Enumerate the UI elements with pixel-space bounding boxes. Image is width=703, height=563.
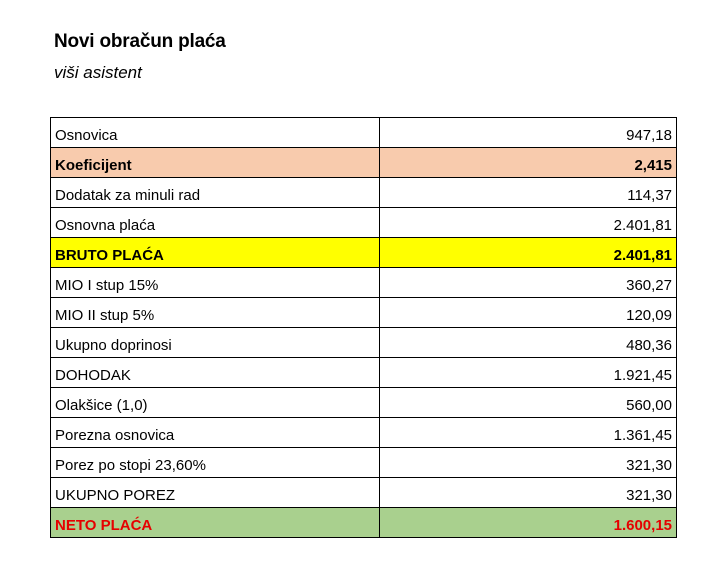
row-label[interactable]: Dodatak za minuli rad	[51, 178, 380, 208]
row-value[interactable]: 1.921,45	[380, 358, 677, 388]
row-value[interactable]: 2.401,81	[380, 238, 677, 268]
row-value[interactable]: 480,36	[380, 328, 677, 358]
row-value[interactable]: 360,27	[380, 268, 677, 298]
row-label[interactable]: DOHODAK	[51, 358, 380, 388]
row-label[interactable]: Ukupno doprinosi	[51, 328, 380, 358]
row-value[interactable]: 321,30	[380, 448, 677, 478]
row-value[interactable]: 1.361,45	[380, 418, 677, 448]
row-bruto-placa	[51, 238, 677, 268]
page-subtitle: viši asistent	[54, 63, 142, 82]
row-label[interactable]: BRUTO PLAĆA	[51, 238, 380, 268]
row-mio-ii-stup	[51, 298, 677, 328]
row-label[interactable]: Olakšice (1,0)	[51, 388, 380, 418]
row-osnovica	[51, 118, 677, 148]
row-label[interactable]: NETO PLAĆA	[51, 508, 380, 538]
row-ukupno-porez	[51, 478, 677, 508]
row-value[interactable]: 2.401,81	[380, 208, 677, 238]
row-label[interactable]: UKUPNO POREZ	[51, 478, 380, 508]
row-porez-po-stopi	[51, 448, 677, 478]
row-label[interactable]: MIO II stup 5%	[51, 298, 380, 328]
row-label[interactable]: Osnovica	[51, 118, 380, 148]
row-label[interactable]: MIO I stup 15%	[51, 268, 380, 298]
row-label[interactable]: Porezna osnovica	[51, 418, 380, 448]
row-value[interactable]: 321,30	[380, 478, 677, 508]
row-value[interactable]: 947,18	[380, 118, 677, 148]
row-dohodak	[51, 358, 677, 388]
row-ukupno-doprinosi	[51, 328, 677, 358]
row-porezna-osnovica	[51, 418, 677, 448]
row-koeficijent	[51, 148, 677, 178]
row-osnovna-placa	[51, 208, 677, 238]
row-olaksice	[51, 388, 677, 418]
row-value[interactable]: 114,37	[380, 178, 677, 208]
row-value[interactable]: 120,09	[380, 298, 677, 328]
row-value[interactable]: 1.600,15	[380, 508, 677, 538]
row-label[interactable]: Porez po stopi 23,60%	[51, 448, 380, 478]
row-mio-i-stup	[51, 268, 677, 298]
row-value[interactable]: 2,415	[380, 148, 677, 178]
row-label[interactable]: Koeficijent	[51, 148, 380, 178]
row-value[interactable]: 560,00	[380, 388, 677, 418]
row-dodatak-minuli-rad	[51, 178, 677, 208]
salary-table	[50, 117, 677, 538]
row-label[interactable]: Osnovna plaća	[51, 208, 380, 238]
row-neto-placa	[51, 508, 677, 538]
page-title: Novi obračun plaća	[54, 31, 226, 52]
